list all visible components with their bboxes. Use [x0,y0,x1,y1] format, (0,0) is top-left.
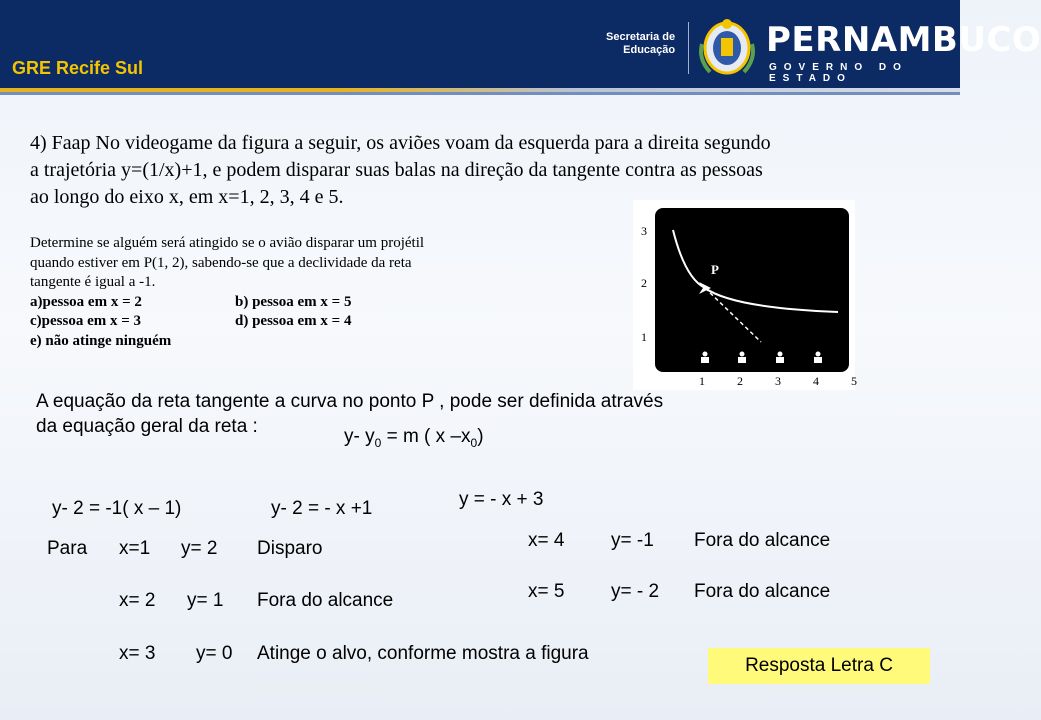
row-y: y= 1 [187,590,224,611]
row-result: Fora do alcance [694,530,831,551]
point-label: P [711,262,719,277]
secretaria-label [606,31,675,57]
step-1: y- 2 = -1( x – 1) [52,498,182,519]
step-3: y = - x + 3 [459,489,544,510]
question-statement [30,130,945,211]
state-emblem-icon [696,14,758,80]
header-divider [688,22,689,74]
option-e: e) não atinge ninguém [30,332,172,349]
header-stripe-blue [0,92,960,95]
x-tick-label: 1 [699,374,705,388]
question-detail [30,234,630,351]
row-x: x= 2 [119,590,156,611]
eq-subscript: 0 [374,435,382,450]
x-tick-label: 3 [775,374,781,388]
intro-line: A equação da reta tangente a curva no ponto P , pode ser definida através [36,391,664,412]
eq-part: = m ( x –x [381,426,471,447]
eq-part: ) [477,426,484,447]
row-y: y= - 2 [611,581,660,602]
y-tick-label: 3 [641,224,647,238]
general-line-equation [344,426,484,450]
options-row [30,312,630,332]
eq-part: y- y [344,426,375,447]
row-y: y= 0 [196,643,233,664]
y-tick-label: 2 [641,276,647,290]
state-name: PERNAMBUCO [766,20,1041,60]
row-x: x=1 [119,538,151,559]
question-line: a trajetória y=(1/x)+1, e podem disparar suas balas na direção da tangente contra as pessoas [30,159,763,181]
row-result: Fora do alcance [694,581,831,602]
row-result: Atinge o alvo, conforme mostra a figura [257,643,589,664]
question-line: ao longo do eixo x, em x=1, 2, 3, 4 e 5. [30,186,344,208]
step-2: y- 2 = - x +1 [271,498,373,519]
secretaria-line2: Educação [623,44,676,56]
row-result: Fora do alcance [257,590,394,611]
secretaria-line1: Secretaria de [606,31,676,43]
question-line: 4) Faap No videogame da figura a seguir, os aviões voam da esquerda para a direita segundo [30,132,771,154]
figure-screen [655,208,849,372]
option-b: b) pessoa em x = 5 [235,293,352,310]
row-x: x= 5 [528,581,565,602]
x-tick-label: 4 [813,374,819,388]
detail-line: Determine se alguém será atingido se o avião disparar um projétil [30,235,425,251]
detail-line: tangente é igual a -1. [30,274,156,290]
row-y: y= -1 [611,530,654,551]
header-title: GRE Recife Sul [12,58,144,78]
option-c: c)pessoa em x = 3 [30,313,142,329]
options-row [30,293,630,313]
x-tick-label: 2 [737,374,743,388]
row-x: x= 3 [119,643,156,664]
x-tick-label: 5 [851,374,857,388]
header-bar [0,0,1041,88]
government-label: GOVERNO DO ESTADO [769,62,908,84]
option-a: a)pessoa em x = 2 [30,293,142,310]
intro-line: da equação geral da reta : [36,416,258,437]
para-label: Para [47,538,88,559]
row-x: x= 4 [528,530,565,551]
y-tick-label: 1 [641,330,647,344]
detail-line: quando estiver em P(1, 2), sabendo-se que a declividade da reta [30,254,412,271]
videogame-figure [633,200,855,390]
row-result: Disparo [257,538,323,559]
option-d: d) pessoa em x = 4 [235,313,352,329]
row-y: y= 2 [181,538,218,559]
answer-box: Resposta Letra C [708,648,930,684]
eq-subscript: 0 [470,435,478,450]
